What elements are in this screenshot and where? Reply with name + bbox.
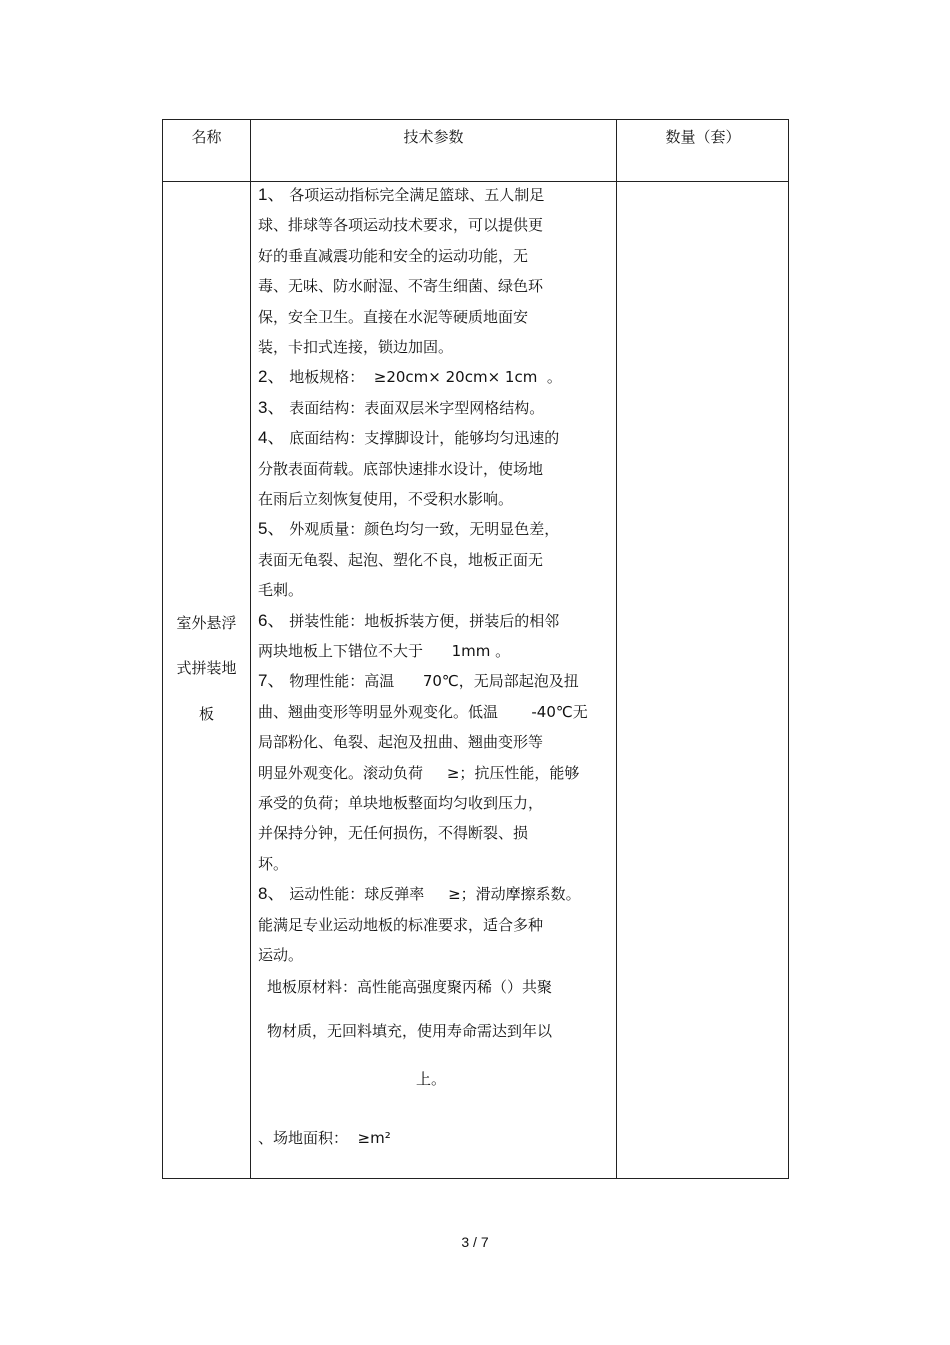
tech-param-text: 两块地板上下错位不大于 1mm 。 (258, 642, 511, 660)
tech-param-text: 在雨后立刻恢复使用，不受积水影响。 (258, 490, 514, 508)
tech-param-line (258, 611, 559, 631)
tech-param-line (258, 702, 588, 722)
tech-param-line (258, 945, 303, 965)
tech-param-text: 表面无龟裂、起泡、塑化不良，地板正面无 (258, 550, 544, 569)
tech-param-line (258, 550, 543, 570)
tech-param-line (258, 671, 579, 691)
tech-param-line (258, 215, 543, 235)
item-number: 2、 (258, 367, 285, 387)
tech-param-line (258, 489, 513, 509)
tech-param-text: 承受的负荷；单块地板整面均匀收到压力， (258, 794, 544, 812)
tech-param-line (258, 307, 528, 327)
header-quantity: 数量（套） (665, 128, 741, 146)
tech-param-text: 能满足专业运动地板的标准要求，适合多种 (258, 915, 544, 934)
tech-param-text: 好的垂直减震功能和安全的运动功能，无 (258, 246, 529, 265)
tech-param-line (258, 276, 543, 296)
material-line: 地板原材料：高性能高强度聚丙稀（）共聚 (267, 978, 553, 996)
table-border-left (162, 119, 163, 1179)
item-number: 3、 (258, 397, 285, 417)
tech-param-text: 各项运动指标完全满足篮球、五人制足 (284, 186, 545, 204)
tech-param-line (258, 185, 544, 205)
table-border-top (162, 119, 789, 120)
tech-param-line (258, 337, 453, 357)
item-number: 5、 (258, 519, 285, 539)
tech-param-line (258, 246, 528, 266)
tech-param-line (258, 580, 303, 600)
item-number: 4、 (258, 428, 285, 448)
tech-param-text: 分散表面荷载。底部快速排水设计，使场地 (258, 459, 544, 478)
tech-param-text: 运动。 (258, 946, 304, 964)
item-number: 7、 (258, 671, 285, 691)
tech-param-text: 曲、翘曲变形等明显外观变化。低温 -40℃无 (258, 702, 588, 721)
table-border-bottom (162, 1178, 789, 1179)
table-col-divider-1 (250, 119, 251, 1179)
tech-param-line (258, 398, 544, 418)
tech-param-text: 明显外观变化。滚动负荷 ≥；抗压性能，能够 (258, 763, 580, 782)
tech-param-line (258, 459, 543, 479)
item-number: 8、 (258, 884, 285, 904)
tech-param-text: 地板规格： ≥20cm× 20cm× 1cm 。 (284, 368, 562, 387)
tech-param-text: 运动性能：球反弹率 ≥；滑动摩擦系数。 (284, 885, 581, 904)
tech-param-line (258, 884, 581, 904)
table-col-divider-2 (616, 119, 617, 1179)
tech-param-text: 外观质量：颜色均匀一致，无明显色差， (284, 520, 560, 539)
product-name-line: 板 (198, 705, 214, 723)
item-number: 1、 (258, 185, 285, 204)
tech-param-line (258, 428, 559, 448)
area-line: 、场地面积： ≥m² (258, 1129, 391, 1147)
page-number: 3 / 7 (461, 1234, 489, 1250)
tech-param-text: 保，安全卫生。直接在水泥等硬质地面安 (258, 307, 529, 326)
tech-param-text: 球、排球等各项运动技术要求，可以提供更 (258, 216, 544, 235)
tech-param-text: 底面结构：支撑脚设计，能够均匀迅速的 (284, 429, 560, 448)
tech-param-text: 装，卡扣式连接，锁边加固。 (258, 338, 454, 356)
material-line: 上。 (416, 1070, 447, 1088)
tech-param-line (258, 367, 562, 387)
tech-param-line (258, 854, 288, 874)
tech-param-text: 并保持分钟，无任何损伤，不得断裂、损 (258, 824, 529, 843)
tech-param-line (258, 793, 543, 813)
table-header-divider (162, 181, 789, 182)
tech-param-text: 物理性能：高温 70℃，无局部起泡及扭 (284, 672, 579, 691)
tech-param-line (258, 732, 543, 752)
header-name: 名称 (191, 128, 222, 146)
product-name-line: 式拼装地 (176, 659, 237, 677)
tech-param-text: 拼装性能：地板拆装方便，拼装后的相邻 (284, 611, 560, 630)
tech-param-text: 毒、无味、防水耐湿、不寄生细菌、绿色环 (258, 277, 544, 296)
material-line: 物材质，无回料填充，使用寿命需达到年以 (267, 1022, 553, 1040)
tech-param-text: 坏。 (258, 854, 289, 873)
tech-param-text: 表面结构：表面双层米字型网格结构。 (284, 398, 545, 417)
tech-param-line (258, 519, 559, 539)
tech-param-line (258, 823, 528, 843)
table-border-right (788, 119, 789, 1179)
tech-param-text: 毛刺。 (258, 581, 304, 600)
tech-param-line (258, 641, 510, 661)
item-number: 6、 (258, 610, 285, 630)
tech-param-text: 局部粉化、龟裂、起泡及扭曲、翘曲变形等 (258, 733, 544, 752)
tech-param-line (258, 763, 579, 783)
header-tech-params: 技术参数 (403, 128, 464, 146)
product-name-line: 室外悬浮 (176, 614, 237, 632)
tech-param-line (258, 915, 543, 935)
